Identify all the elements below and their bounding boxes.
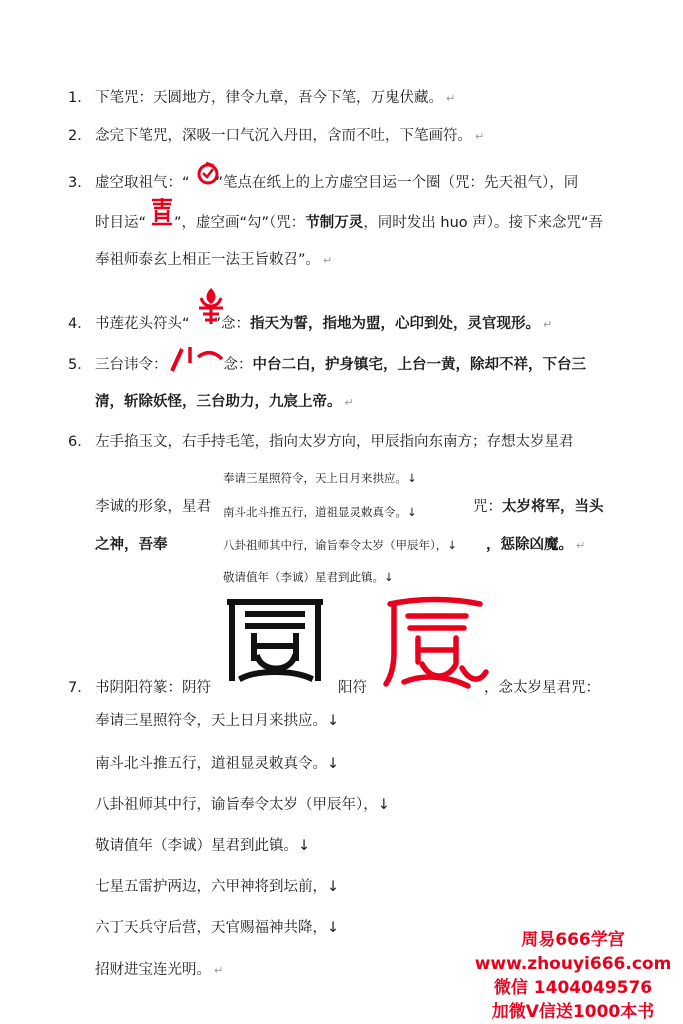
return-mark: ↵ xyxy=(323,254,333,267)
yin-seal-black xyxy=(218,592,332,684)
item-number: 2． xyxy=(68,128,92,144)
overlay-line-1: 奉请三星照符令，天上日月来拱应。↓ xyxy=(223,470,425,486)
item-text: 虚空取祖气：“ xyxy=(95,175,190,191)
item-text: 阳符 xyxy=(338,680,367,696)
return-mark: ↵ xyxy=(576,539,586,552)
item-text: 左手掐玉文，右手持毛笔，指向太岁方向，甲辰指向东南方；存想太岁星君 xyxy=(95,434,574,450)
item-text: ，同时发出 huo 声）。接下来念咒“吾 xyxy=(363,215,604,231)
item-text: ，念太岁星君咒： xyxy=(484,680,600,696)
return-mark: ↵ xyxy=(214,964,224,977)
return-mark: ↵ xyxy=(446,92,456,105)
item-text: 下笔咒：天圆地方，律令九章，吾今下笔，万鬼伏藏。 ↵ xyxy=(95,90,456,106)
item-text: 书阴阳符篆：阴符 xyxy=(95,680,211,696)
yang-seal-red xyxy=(378,592,492,690)
item-text: 念： xyxy=(223,357,253,373)
item-number: 5． xyxy=(68,357,92,373)
item-bold-text: 中台二白，护身镇宅，上台一黄，除却不祥，下台三 xyxy=(252,357,586,373)
item-text: 咒： xyxy=(473,499,502,515)
circle-check-symbol xyxy=(196,160,222,186)
item-bold-text: 清，斩除妖怪，三台助力，九宸上帝。 xyxy=(95,394,342,410)
red-talisman-glyph xyxy=(148,196,176,228)
return-mark: ↵ xyxy=(344,396,354,409)
item-number: 1． xyxy=(68,90,92,106)
item-bold-text: ，惩除凶魔。 xyxy=(486,537,573,553)
item-text: ”笔点在纸上的上方虚空目运一个圈（咒：先天祖气），同 xyxy=(215,175,579,191)
overlay-line-2: 南斗北斗推五行，道祖显灵敕真令。↓ xyxy=(223,504,425,520)
item-text: 奉祖师泰玄上相正一法王旨敕召”。 xyxy=(95,252,321,268)
watermark-title: 周易666学宫 xyxy=(521,930,625,950)
item-text: 李诚的形象，星君 xyxy=(95,499,211,515)
return-mark: ↵ xyxy=(475,130,485,143)
item-number: 4． xyxy=(68,316,92,332)
return-mark: ↵ xyxy=(543,318,553,331)
item-number: 6． xyxy=(68,434,92,450)
watermark xyxy=(473,928,673,1024)
watermark-url: www.zhouyi666.com xyxy=(474,954,672,974)
item-text: 三台讳令： xyxy=(95,357,168,373)
item-number: 3． xyxy=(68,175,92,191)
item-text: ”念： xyxy=(213,316,251,332)
item-text: 念完下笔咒，深吸一口气沉入丹田，含而不吐，下笔画符。 ↵ xyxy=(95,128,485,144)
item-bold-text: 指天为誓，指地为盟，心印到处，灵官现形。 xyxy=(250,316,541,332)
watermark-wechat: 微信 1404049576 xyxy=(493,978,653,998)
item-text: 书莲花头符头“ xyxy=(95,316,190,332)
overlay-line-4: 敬请值年（李诚）星君到此镇。↓ xyxy=(223,569,402,585)
item-bold-text: 之神，吾奉 xyxy=(95,537,168,553)
item-bold-text: 太岁将军，当头 xyxy=(502,499,604,515)
item-text: ”，虚空画“勾”（咒： xyxy=(174,215,306,231)
three-stars-command-symbol xyxy=(168,343,224,373)
lotus-talisman-head-symbol xyxy=(195,284,227,326)
item-bold-text: 节制万灵 xyxy=(305,215,364,231)
item-text: 时目运“ xyxy=(95,215,147,231)
item-number: 7． xyxy=(68,680,92,696)
watermark-offer: 加微V信送1000本书 xyxy=(491,1002,655,1022)
overlay-line-3: 八卦祖师其中行，谕旨奉令太岁（甲辰年），↓ xyxy=(223,537,465,553)
